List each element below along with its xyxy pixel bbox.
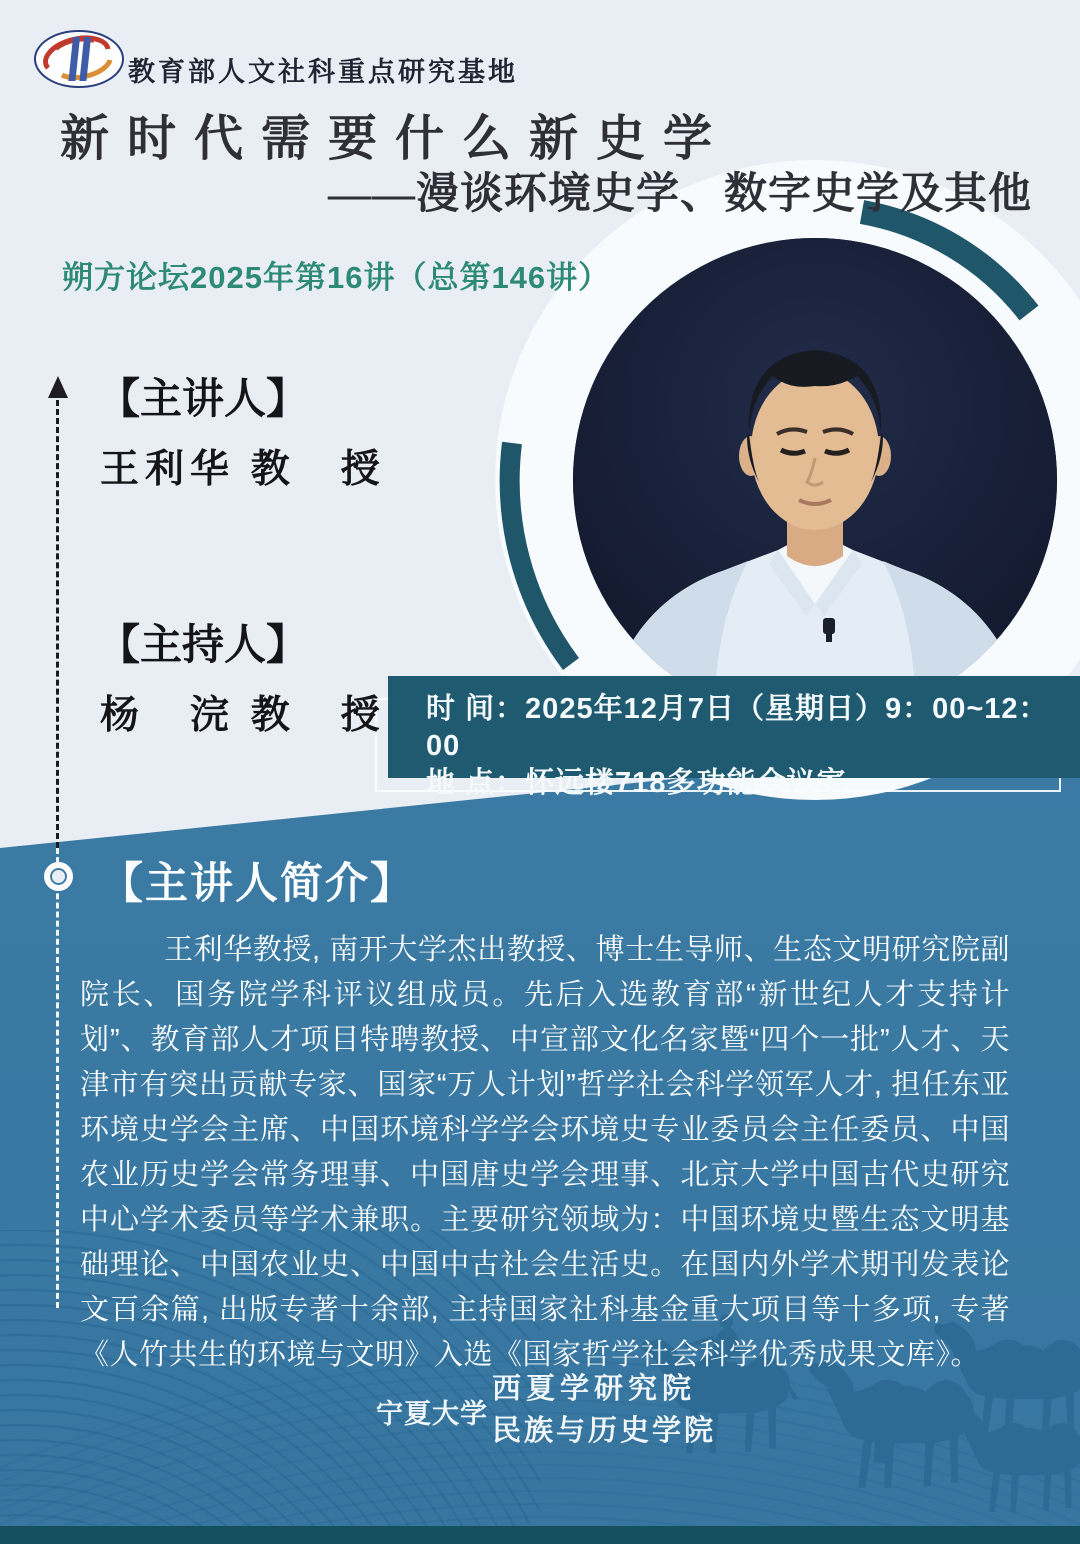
poster-title-line2: ——漫谈环境史学、数字史学及其他: [328, 171, 1032, 218]
timeline-dashed-line-white: [56, 848, 59, 1308]
forum-series-line: 朔方论坛2025年第16讲（总第146讲）: [62, 260, 611, 295]
schedule-venue: 地 点：怀远楼718多功能会议室: [426, 767, 847, 799]
poster-title-line1: 新时代需要什么新史学: [60, 111, 731, 166]
bio-section-label: 【主讲人简介】: [100, 861, 415, 908]
bottom-accent-strip: [0, 1526, 1080, 1544]
speaker-section-label: 【主讲人】: [98, 377, 309, 423]
footer-university: 宁夏大学: [376, 1399, 488, 1429]
host-name: 杨 浣 教 授: [100, 694, 386, 737]
ministry-base-logo: [32, 28, 126, 90]
timeline-node-icon: [44, 862, 73, 891]
up-arrow-icon: [48, 376, 68, 398]
org-label: 教育部人文社科重点研究基地: [128, 57, 518, 87]
speaker-name: 王利华 教 授: [100, 448, 386, 491]
schedule-box: [388, 676, 1080, 799]
timeline-dashed-line-dark: [56, 400, 59, 848]
bio-paragraph: 王利华教授, 南开大学杰出教授、博士生导师、生态文明研究院副院长、国务院学科评议组成员。先后入选教育部“新世纪人才支持计划”、教育部人才项目特聘教授、中宣部文化名家暨“四个一批”人才、天津市有突出贡献专家、国家“万人计划”哲学社会科学领军人才, 担任东亚环境史学会主席、中国环境科学学会环境史专业委员会主任委员、中国农业历史学会常务理事、中国唐史学会理事、北京大学中国古代史研究中心学术委员等学术兼职。主要研究领域为：中国环境史暨生态文明基础理论、中国农业史、中国中古社会生活史。在国内外学术期刊发表论文百余篇, 出版专著十余部, 主持国家社科基金重大项目等十多项, 专著《人竹共生的环境与文明》入选《国家哲学社会科学优秀成果文库》。: [80, 934, 1010, 1371]
footer-institute-1: 西夏学研究院: [492, 1373, 697, 1405]
footer-institute-2: 民族与历史学院: [492, 1415, 717, 1447]
schedule-time: 时 间：2025年12月7日（星期日）9：00~12：00: [426, 693, 1049, 762]
host-section-label: 【主持人】: [98, 623, 309, 669]
arc-decoration-left: [510, 443, 571, 664]
speaker-photo: [573, 238, 1057, 722]
